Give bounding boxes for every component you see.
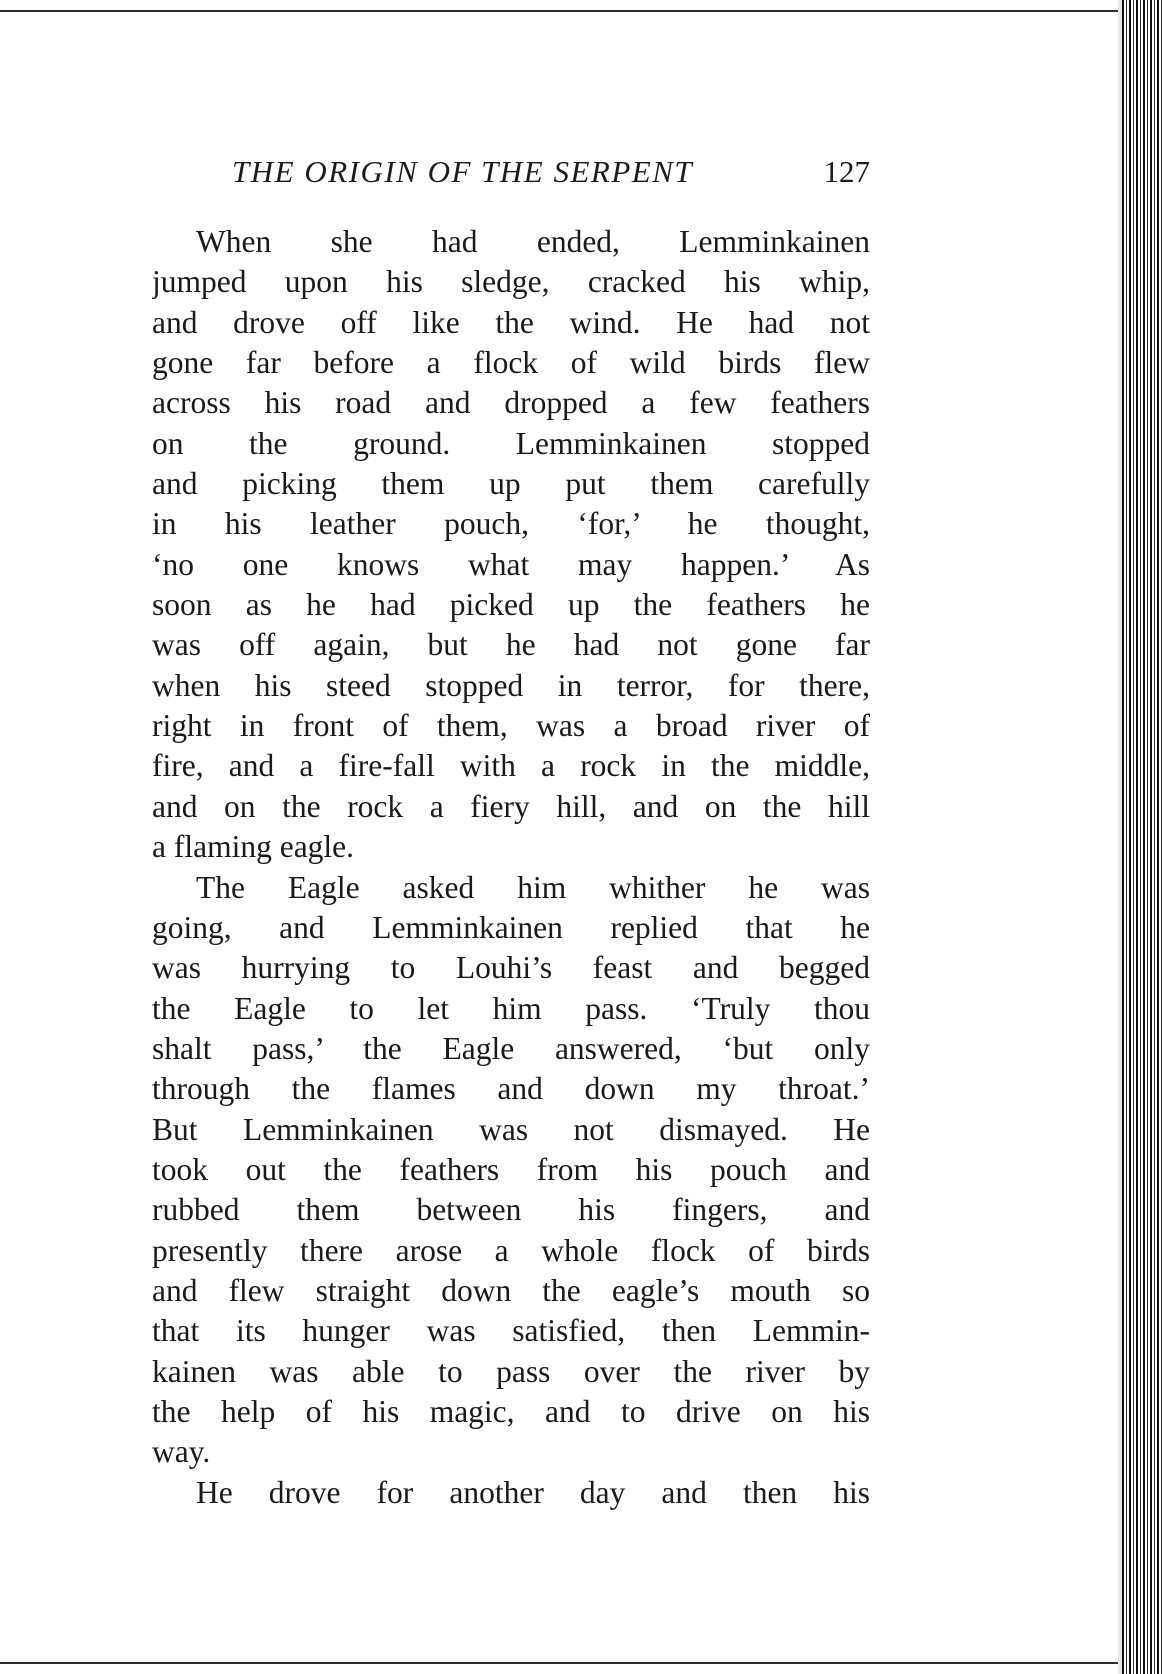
top-rule [0, 10, 1125, 12]
bottom-rule [0, 1662, 1125, 1664]
text-line: through the flames and down my throat.’ [152, 1071, 870, 1107]
text-line: on the ground. Lemminkainen stopped [152, 425, 870, 461]
text-line: When she had ended, Lemminkainen [196, 224, 870, 259]
running-title: THE ORIGIN OF THE SERPENT [232, 154, 694, 189]
text-line: that its hunger was satisfied, then Lemmin- [152, 1313, 870, 1349]
text-line: the Eagle to let him pass. ‘Truly thou [152, 990, 870, 1026]
text-line: and drove off like the wind. He had not [152, 304, 870, 340]
text-line: kainen was able to pass over the river by [152, 1353, 870, 1389]
text-line: fire, and a fire-fall with a rock in the middle, [152, 748, 870, 784]
text-line: the help of his magic, and to drive on his [152, 1393, 870, 1429]
text-line: But Lemminkainen was not dismayed. He [152, 1111, 870, 1147]
paragraph [152, 1473, 870, 1513]
text-line: rubbed them between his fingers, and [152, 1192, 870, 1228]
text-line: gone far before a flock of wild birds flew [152, 345, 870, 381]
text-line: going, and Lemminkainen replied that he [152, 909, 870, 945]
text-line: presently there arose a whole flock of birds [152, 1232, 870, 1268]
text-line: across his road and dropped a few feathers [152, 385, 870, 421]
text-line: He drove for another day and then his [196, 1474, 870, 1510]
page-number: 127 [823, 154, 870, 189]
text-line: soon as he had picked up the feathers he [152, 587, 870, 623]
running-head [155, 154, 870, 204]
text-line: jumped upon his sledge, cracked his whip, [152, 264, 870, 300]
text-line: The Eagle asked him whither he was [196, 869, 870, 905]
paragraph [152, 868, 870, 1473]
text-line: took out the feathers from his pouch and [152, 1151, 870, 1187]
paragraph [152, 222, 870, 868]
text-line: and picking them up put them carefully [152, 466, 870, 502]
text-line: was hurrying to Louhi’s feast and begged [152, 950, 870, 986]
text-line: when his steed stopped in terror, for there, [152, 667, 870, 703]
text-line: ‘no one knows what may happen.’ As [152, 546, 870, 582]
text-line: shalt pass,’ the Eagle answered, ‘but only [152, 1030, 870, 1066]
text-line: way. [152, 1434, 211, 1470]
body-text [152, 222, 870, 1513]
text-line: and flew straight down the eagle’s mouth so [152, 1272, 870, 1308]
book-binding [1122, 0, 1162, 1674]
text-line: and on the rock a fiery hill, and on the hill [152, 788, 870, 824]
text-line: in his leather pouch, ‘for,’ he thought, [152, 506, 870, 542]
text-line: right in front of them, was a broad river of [152, 708, 870, 744]
text-line: was off again, but he had not gone far [152, 627, 870, 663]
text-line: a flaming eagle. [152, 829, 355, 865]
